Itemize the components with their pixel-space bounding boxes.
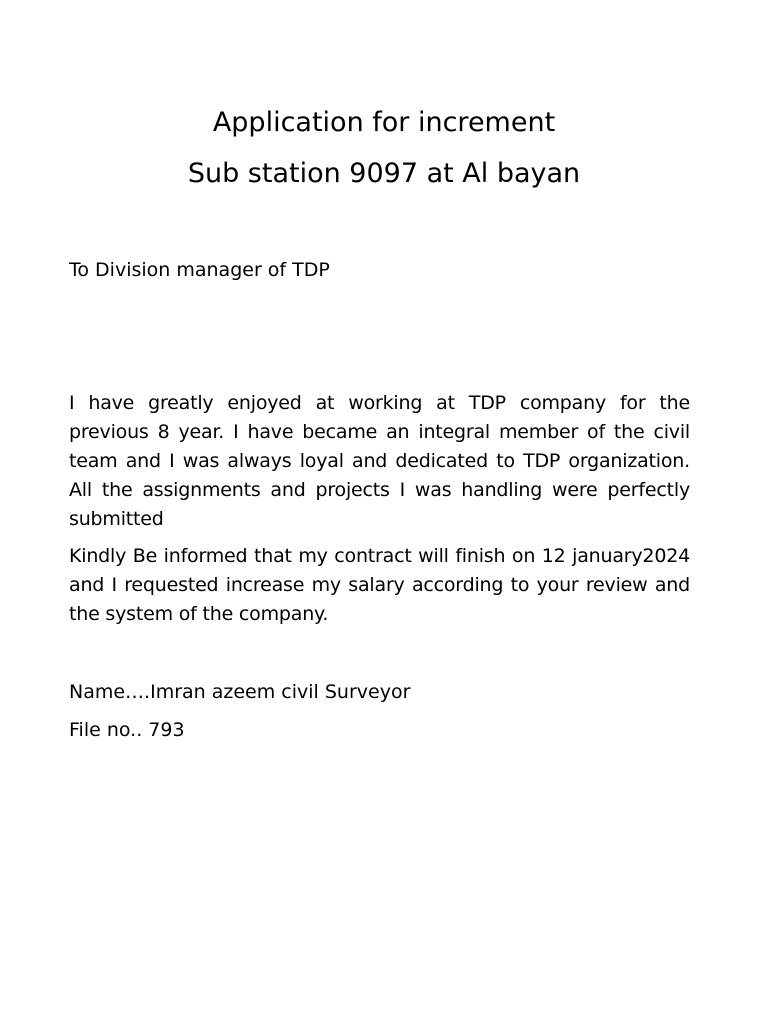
document-title: Application for increment <box>212 107 556 138</box>
file-number: File no.. 793 <box>69 719 185 741</box>
addressee-line: To Division manager of TDP <box>69 259 330 281</box>
body-paragraph-2: Kindly Be informed that my contract will finish on 12 january2024 and I requested increase my salary according to your review and the system of the company. <box>69 545 690 625</box>
signatory-name: Name….Imran azeem civil Surveyor <box>69 681 411 703</box>
body-paragraph-1: I have greatly enjoyed at working at TDP company for the previous 8 year. I have became an integral member of the civil team and I was always loyal and dedicated to TDP organization. All the assignments and projects I was handling were perfectly submitted <box>69 392 690 530</box>
document-subtitle: Sub station 9097 at Al bayan <box>187 158 581 189</box>
